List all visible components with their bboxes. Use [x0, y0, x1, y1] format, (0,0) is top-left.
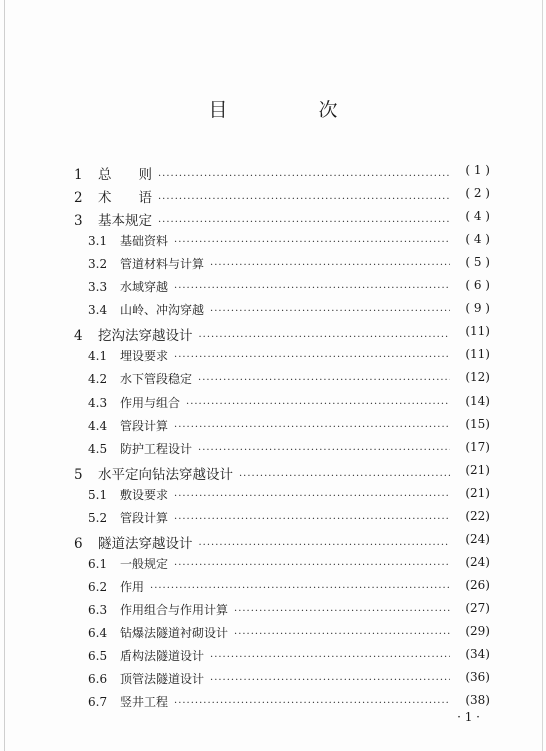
toc-page-number: (14): [465, 393, 490, 408]
toc-section-row: [88, 301, 450, 318]
toc-page-number: (17): [465, 439, 490, 454]
toc-page-number: (24): [465, 554, 490, 569]
leader-dots: [174, 698, 450, 709]
toc-section-row: [88, 417, 450, 434]
toc-number: 3: [74, 213, 83, 230]
toc-number: 4.5: [88, 441, 108, 456]
toc-page-number: (36): [465, 670, 490, 685]
toc-chapter-row: [74, 186, 450, 206]
toc-section-row: [88, 278, 450, 295]
leader-dots: [174, 514, 450, 525]
toc-number: 3.1: [88, 234, 108, 249]
toc-number: 6.4: [88, 626, 108, 640]
leader-dots: [174, 560, 450, 571]
toc-page-number: (15): [465, 416, 490, 431]
toc-page-number: (26): [465, 577, 490, 592]
toc-entry[interactable]: [0, 509, 546, 529]
toc-number: 6.5: [88, 649, 108, 664]
toc-chapter-row: [74, 463, 450, 483]
toc-page-number: ( 4 ): [465, 209, 490, 224]
toc-title: 挖沟法穿越设计: [98, 328, 193, 345]
toc-page-number: (24): [465, 531, 490, 546]
toc-number: 4.3: [88, 395, 108, 410]
toc-title: 作用: [120, 579, 145, 594]
toc-entry[interactable]: [0, 417, 546, 437]
toc-entry[interactable]: [0, 440, 546, 460]
toc-title: 一般规定: [120, 556, 169, 571]
toc-title: 术 语: [98, 190, 152, 207]
toc-number: 3.2: [88, 257, 108, 272]
toc-title: 竖井工程: [120, 695, 169, 710]
toc-chapter-row: [74, 163, 450, 183]
leader-dots: [234, 629, 450, 640]
toc-number: 1: [74, 167, 83, 183]
toc-number: 5.1: [88, 487, 108, 502]
toc-title: 管段计算: [120, 418, 169, 433]
toc-section-row: [88, 601, 450, 618]
toc-page-number: ( 2 ): [465, 186, 490, 201]
toc-number: 4.4: [88, 418, 108, 433]
toc-section-row: [88, 486, 450, 503]
toc-number: 6.7: [88, 695, 108, 710]
leader-dots: [174, 283, 450, 294]
leader-dots: [210, 260, 450, 271]
toc-entry[interactable]: [0, 370, 546, 390]
toc-entry[interactable]: [0, 555, 546, 575]
toc-page-number: ( 9 ): [465, 301, 490, 316]
toc-entry[interactable]: [0, 163, 546, 183]
toc-section-row: [88, 578, 450, 595]
toc-entry[interactable]: [0, 624, 546, 644]
toc-chapter-row: [74, 209, 450, 229]
toc-entry[interactable]: [0, 209, 546, 229]
toc-section-row: [88, 347, 450, 364]
leader-dots: [210, 652, 450, 663]
toc-number: 5.2: [88, 510, 108, 525]
toc-entry[interactable]: [0, 186, 546, 206]
toc-title: 作用与组合: [120, 395, 181, 410]
toc-chapter-row: [74, 532, 450, 552]
toc-number: 6: [74, 535, 83, 552]
toc-title: 埋设要求: [120, 349, 169, 364]
toc-section-row: [88, 693, 450, 710]
toc-chapter-row: [74, 324, 450, 344]
leader-dots: [199, 332, 451, 343]
toc-section-row: [88, 232, 450, 249]
leader-dots: [198, 375, 450, 386]
toc-number: 4: [74, 328, 83, 345]
toc-section-row: [88, 394, 450, 411]
toc-title: 水域穿越: [120, 280, 169, 295]
toc-entry[interactable]: [0, 486, 546, 506]
toc-entry[interactable]: [0, 347, 546, 367]
toc-title: 隧道法穿越设计: [98, 535, 193, 552]
toc-number: 6.1: [88, 556, 108, 571]
toc-title: 水下管段稳定: [120, 372, 193, 387]
toc-title: 管段计算: [120, 510, 169, 525]
toc-entry[interactable]: [0, 394, 546, 414]
toc-title: 顶管法隧道设计: [120, 672, 205, 687]
toc-page-number: (34): [465, 647, 490, 662]
toc-entry[interactable]: [0, 255, 546, 275]
toc-entry[interactable]: [0, 532, 546, 552]
toc-entry[interactable]: [0, 578, 546, 598]
leader-dots: [199, 540, 451, 551]
toc-section-row: [88, 370, 450, 387]
toc-section-row: [88, 440, 450, 457]
toc-title: 敷设要求: [120, 487, 169, 502]
toc-section-row: [88, 624, 450, 641]
toc-number: 3.4: [88, 303, 108, 318]
leader-dots: [186, 399, 450, 410]
leader-dots: [234, 606, 450, 617]
toc-page-number: (11): [465, 347, 490, 362]
leader-dots: [174, 237, 450, 248]
toc-number: 5: [74, 466, 83, 483]
toc-page-number: ( 6 ): [465, 278, 490, 293]
toc-title: 总 则: [98, 167, 152, 183]
toc-section-row: [88, 647, 450, 664]
toc-section-row: [88, 555, 450, 572]
toc-entry[interactable]: [0, 647, 546, 667]
leader-dots: [239, 471, 450, 482]
toc-title: 作用组合与作用计算: [120, 602, 229, 617]
leader-dots: [174, 491, 450, 502]
toc-page-number: (27): [465, 600, 490, 615]
toc-page-number: (29): [465, 624, 490, 638]
toc-title: 基础资料: [120, 234, 169, 249]
toc-title: 山岭、冲沟穿越: [120, 303, 205, 318]
leader-dots: [210, 306, 450, 317]
toc-entry[interactable]: [0, 324, 546, 344]
toc-title: 盾构法隧道设计: [120, 649, 205, 664]
leader-dots: [198, 445, 450, 456]
toc-title: 水平定向钻法穿越设计: [98, 466, 233, 483]
toc-page-number: ( 5 ): [465, 255, 490, 270]
toc-page-number: (22): [465, 508, 490, 523]
page-title: 目 次: [208, 99, 374, 121]
leader-dots: [210, 675, 450, 686]
toc-page-number: (21): [465, 485, 490, 500]
leader-dots: [174, 352, 450, 363]
toc-number: 4.2: [88, 372, 108, 387]
toc-section-row: [88, 670, 450, 687]
leader-dots: [150, 583, 450, 594]
toc-section-row: [88, 509, 450, 526]
toc-page-number: (38): [465, 693, 490, 708]
toc-entry[interactable]: [0, 232, 546, 252]
toc-page-number: (12): [465, 370, 490, 385]
leader-dots: [158, 171, 450, 182]
toc-entry[interactable]: [0, 463, 546, 483]
toc-entry[interactable]: [0, 301, 546, 321]
toc-number: 2: [74, 190, 83, 207]
toc-title: 管道材料与计算: [120, 257, 205, 272]
toc-section-row: [88, 255, 450, 272]
toc-number: 4.1: [88, 349, 108, 364]
leader-dots: [158, 217, 450, 228]
toc-number: 3.3: [88, 280, 108, 295]
toc-number: 6.3: [88, 602, 108, 617]
toc-page-number: ( 4 ): [465, 232, 490, 247]
toc-title: 防护工程设计: [120, 441, 193, 456]
toc-number: 6.2: [88, 579, 108, 594]
toc-title: 基本规定: [98, 213, 152, 230]
leader-dots: [174, 422, 450, 433]
toc-page-number: ( 1 ): [465, 163, 490, 177]
page-number: · 1 ·: [457, 710, 480, 724]
toc-entry[interactable]: [0, 278, 546, 298]
toc-page-number: (11): [465, 324, 490, 339]
toc-entry[interactable]: [0, 670, 546, 690]
toc-title: 钻爆法隧道衬砌设计: [120, 626, 229, 640]
leader-dots: [158, 194, 450, 205]
toc-page-number: (21): [465, 462, 490, 477]
toc-number: 6.6: [88, 672, 108, 687]
toc-entry[interactable]: [0, 601, 546, 621]
